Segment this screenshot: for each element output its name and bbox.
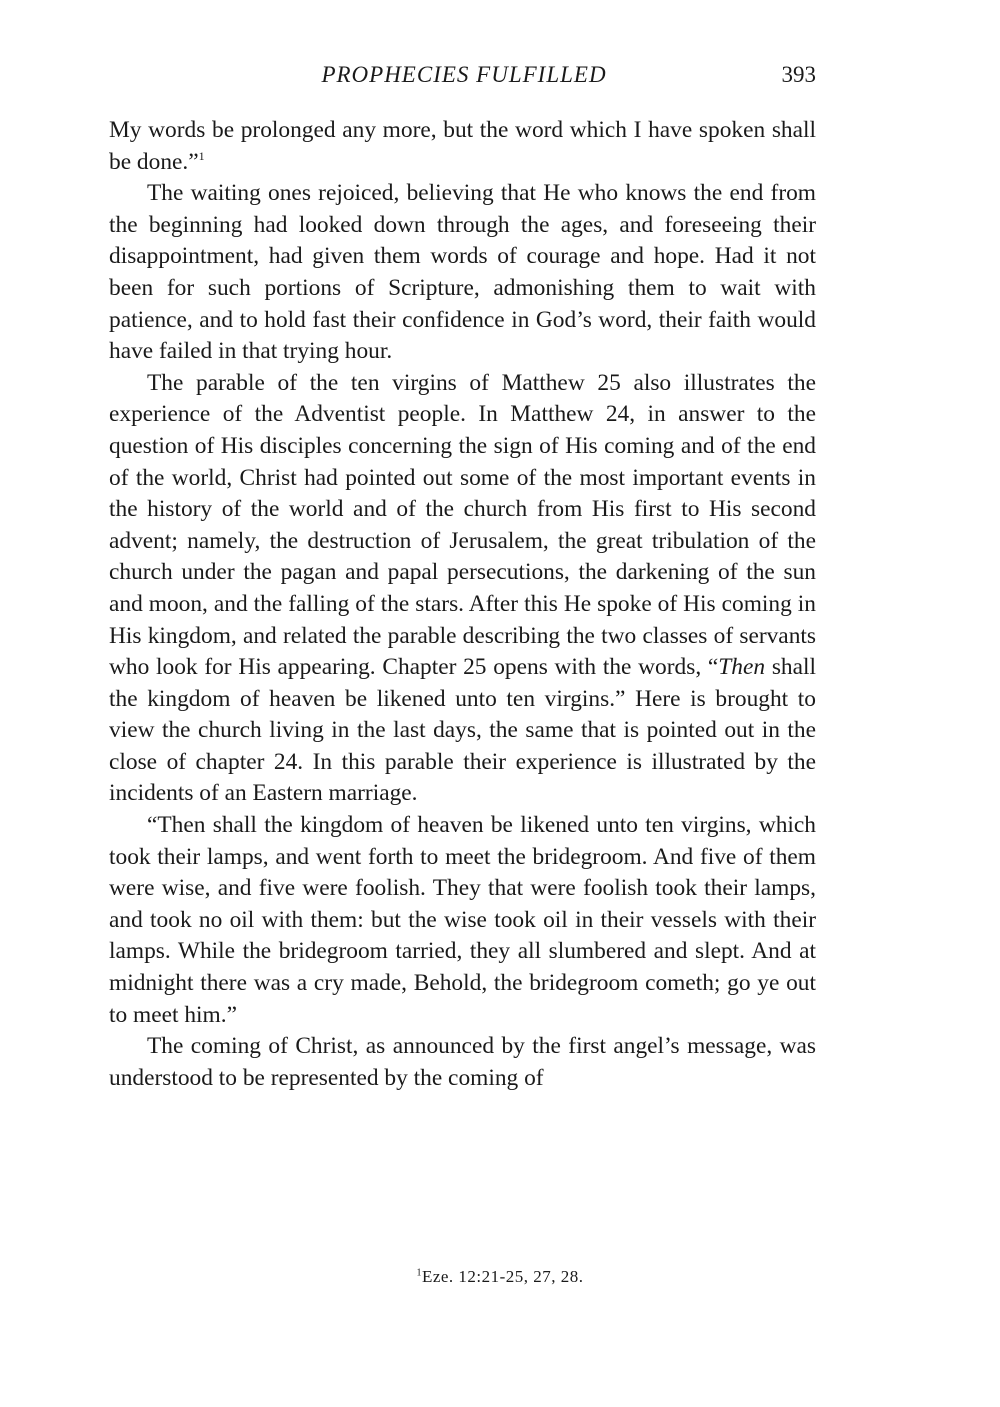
footnote-reference: 1 xyxy=(198,148,205,163)
paragraph-continuation xyxy=(109,115,816,178)
paragraph: The waiting ones rejoiced, believing that He who knows the end from the beginning had looked down through the ages, and foreseeing their disappointment, had given them words of courage and hope. Had it not been for such portions of Scripture, admonishing them to wait with patience, and to hold fast their confidence in God’s word, their faith would have failed in that trying hour. xyxy=(109,180,816,365)
page-number: 393 xyxy=(781,62,816,87)
paragraph-text: The parable of the ten virgins of Matthew 25 also illustrates the experience of the Adventist people. In Matthew 24, in answer to the question of His disciples concerning the sign of His coming and of the end of the world, Christ had pointed out some of the most important events in the history of the world and of the church from His first to His second advent; namely, the destruction of Jerusalem, the great tribulation of the church under the pagan and papal persecutions, the darkening of the sun and moon, and the falling of the stars. After this He spoke of His coming in His kingdom, and related the parable describing the two classes of servants who look for His appearing. Chapter 25 opens with the words, “ xyxy=(109,369,816,681)
paragraph xyxy=(109,368,816,810)
paragraph-text: My words be prolonged any more, but the word which I have spoken shall be done.” xyxy=(109,117,816,175)
paragraph: The coming of Christ, as announced by the first angel’s message, was understood to be represented by the coming of xyxy=(109,1033,816,1091)
footnote xyxy=(0,1267,1000,1287)
emphasis-text: Then xyxy=(718,654,766,681)
footnote-text: Eze. 12:21-25, 27, 28. xyxy=(421,1267,584,1286)
paragraph-text: shall the kingdom of heaven be likened unto ten virgins.” Here is brought to view the church living in the last days, the same that is pointed out in the close of chapter 24. In this parable their experience is illustrated by the incidents of an Eastern marriage. xyxy=(109,654,817,807)
body-text xyxy=(109,115,816,1094)
footnote-mark: 1 xyxy=(416,1267,422,1279)
scripture-quote-paragraph: “Then shall the kingdom of heaven be likened unto ten virgins, which took their lamps, and went forth to meet the bridegroom. And five of them were wise, and five were foolish. They that were foolish took their lamps, and took no oil with them: but the wise took oil in their vessels with their lamps. While the bridegroom tarried, they all slumbered and slept. And at midnight there was a cry made, Behold, the bridegroom cometh; go ye out to meet him.” xyxy=(109,812,816,1028)
running-head xyxy=(108,62,820,94)
running-title: PROPHECIES FULFILLED xyxy=(321,62,607,87)
